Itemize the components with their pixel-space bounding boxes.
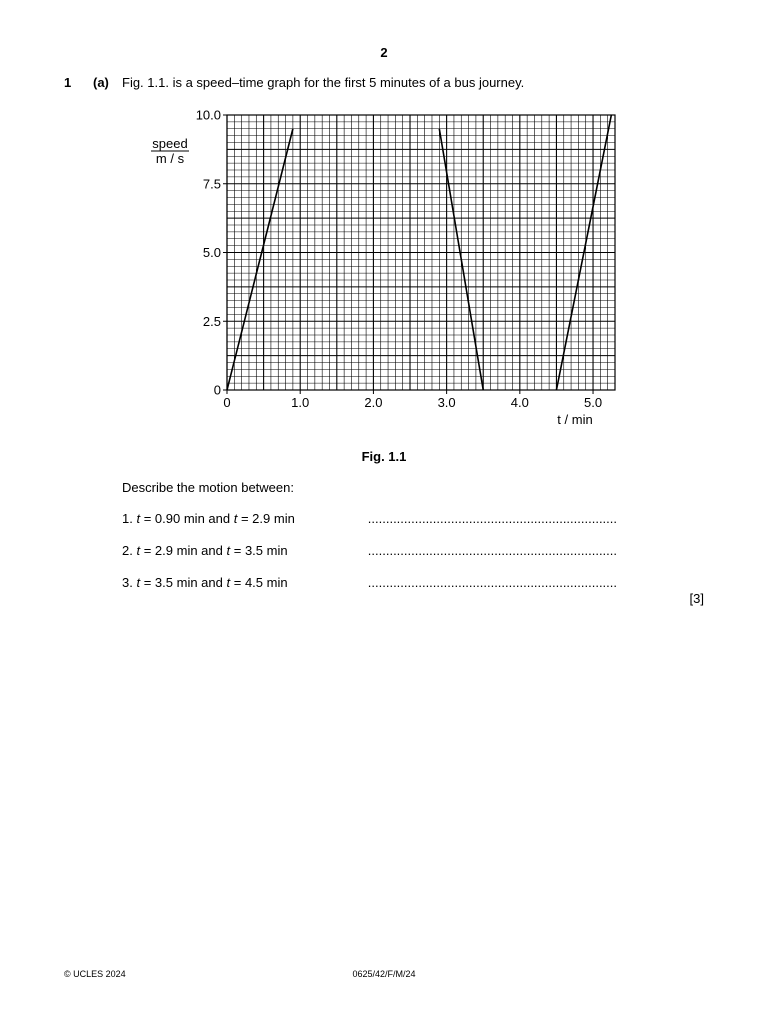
page-number: 2 — [380, 45, 388, 60]
y-axis-label: speed — [152, 136, 188, 151]
describe-prompt: Describe the motion between: — [122, 480, 294, 495]
answer-item-3 — [122, 575, 617, 590]
x-axis-label: t / min — [557, 412, 593, 427]
x-tick-label: 2.0 — [364, 395, 383, 410]
y-tick-label: 5.0 — [202, 245, 221, 260]
answer-item-label: 2. t = 2.9 min and t = 3.5 min — [122, 543, 288, 558]
copyright-footer: © UCLES 2024 — [64, 969, 126, 979]
x-tick-label: 0 — [223, 395, 231, 410]
x-tick-label: 1.0 — [291, 395, 310, 410]
x-tick-label: 5.0 — [583, 395, 603, 410]
y-tick-label: 7.5 — [202, 176, 221, 192]
answer-line-1[interactable]: ..................................................................... — [367, 511, 617, 526]
answer-item-1 — [122, 511, 617, 526]
speed-time-graph — [0, 0, 768, 440]
answer-line-2[interactable]: ..................................................................... — [367, 543, 617, 558]
figure-caption: Fig. 1.1 — [361, 449, 407, 464]
question-part: (a) — [93, 75, 109, 90]
y-tick-label: 10.0 — [195, 107, 221, 123]
answer-item-label: 1. t = 0.90 min and t = 2.9 min — [122, 511, 295, 526]
question-number: 1 — [64, 75, 72, 90]
marks-allocation: [3] — [689, 591, 704, 606]
paper-code-footer: 0625/42/F/M/24 — [352, 969, 416, 979]
y-axis-unit: m / s — [155, 151, 185, 166]
answer-item-2 — [122, 543, 617, 558]
answer-item-label: 3. t = 3.5 min and t = 4.5 min — [122, 575, 288, 590]
y-tick-label: 2.5 — [202, 313, 221, 329]
answer-line-3[interactable]: ..................................................................... — [367, 575, 617, 590]
y-tick-label: 0 — [213, 382, 221, 398]
x-tick-label: 3.0 — [437, 395, 456, 410]
x-tick-label: 4.0 — [510, 395, 529, 410]
question-stem: Fig. 1.1. is a speed–time graph for the first 5 minutes of a bus journey. — [122, 75, 525, 90]
